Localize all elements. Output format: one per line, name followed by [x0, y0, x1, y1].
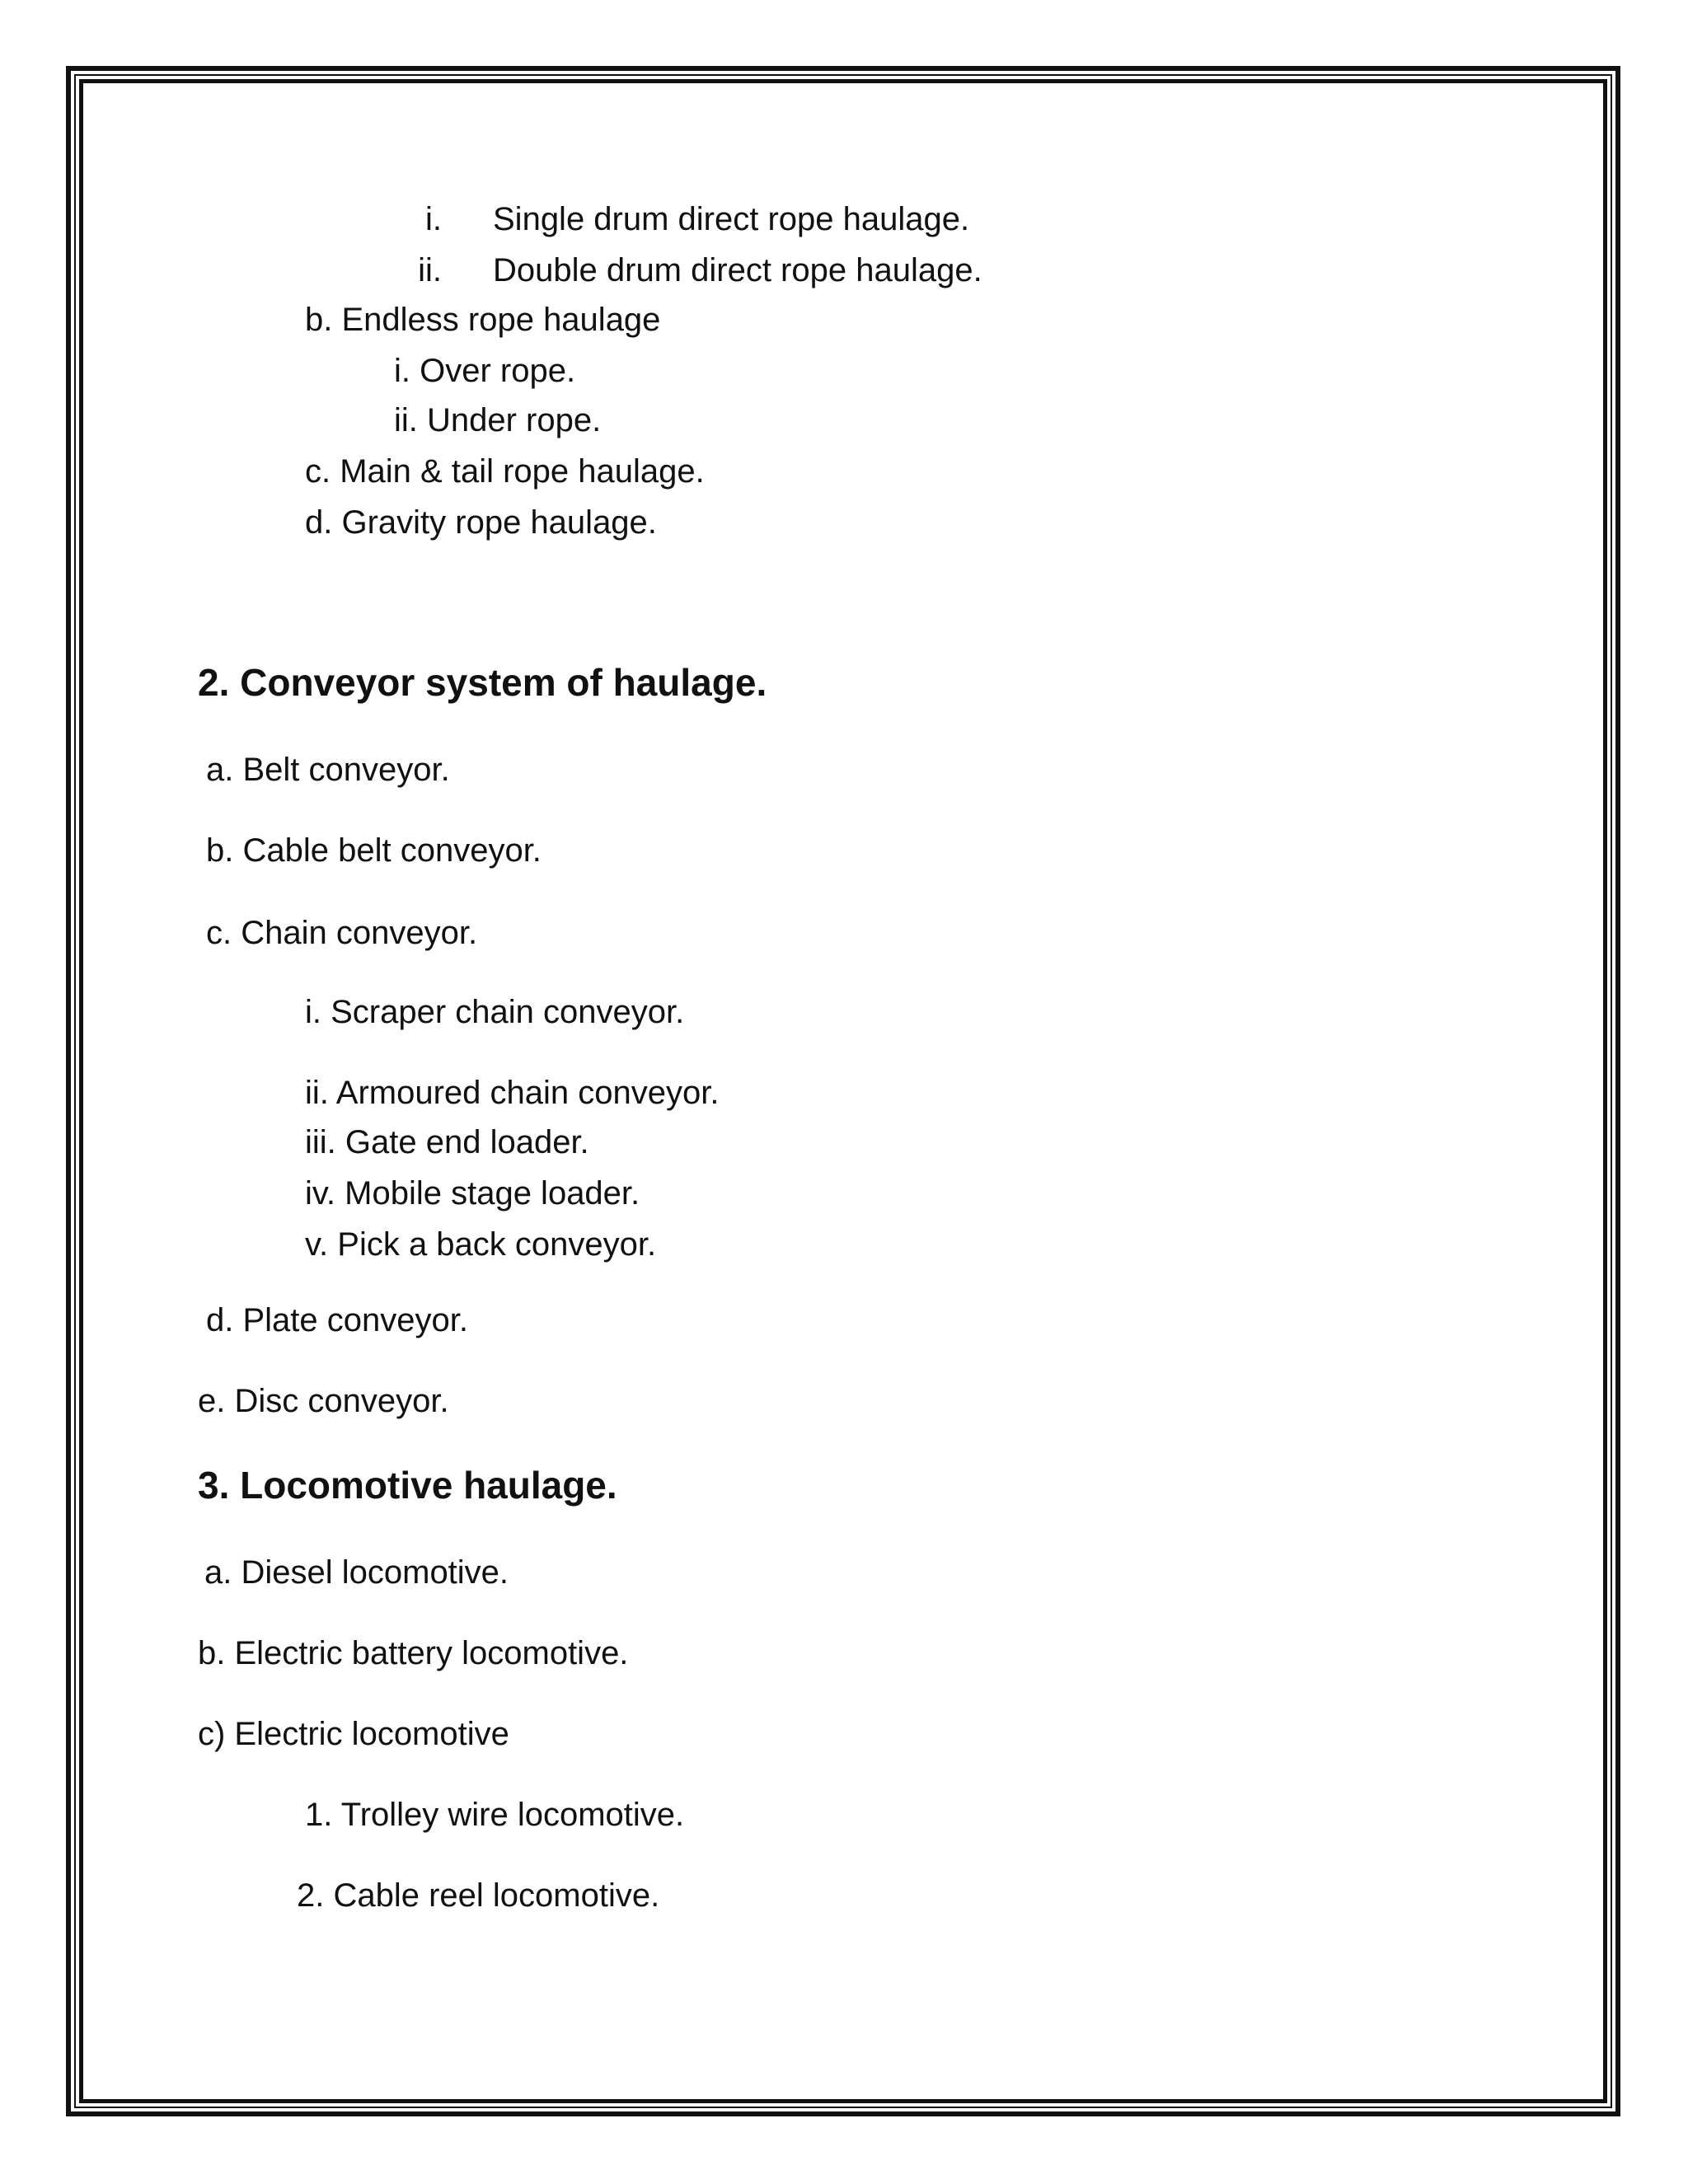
sub-item-gate-end: iii. Gate end loader. — [305, 1124, 589, 1160]
section-heading-locomotive: 3. Locomotive haulage. — [198, 1464, 617, 1507]
sub-item-under-rope: ii. Under rope. — [394, 402, 602, 438]
list-item-plate-conveyor: d. Plate conveyor. — [206, 1302, 468, 1338]
list-item-disc-conveyor: e. Disc conveyor. — [198, 1383, 449, 1419]
list-item-electric: c) Electric locomotive — [198, 1716, 509, 1752]
sub-item-armoured: ii. Armoured chain conveyor. — [305, 1075, 720, 1111]
list-item-cable-belt: b. Cable belt conveyor. — [206, 832, 542, 869]
list-item-belt-conveyor: a. Belt conveyor. — [206, 752, 450, 788]
sub-item-pick-a-back: v. Pick a back conveyor. — [305, 1226, 657, 1263]
sub-item-trolley-wire: 1. Trolley wire locomotive. — [305, 1797, 685, 1833]
list-item-battery: b. Electric battery locomotive. — [198, 1635, 629, 1671]
list-item-main-tail: c. Main & tail rope haulage. — [305, 453, 705, 490]
list-item-diesel: a. Diesel locomotive. — [204, 1554, 509, 1591]
list-number: i. — [425, 201, 442, 237]
list-item-text: Double drum direct rope haulage. — [493, 252, 982, 288]
sub-item-over-rope: i. Over rope. — [394, 353, 576, 389]
list-item-endless-rope: b. Endless rope haulage — [305, 302, 661, 338]
list-item-text: Single drum direct rope haulage. — [493, 201, 970, 237]
sub-item-scraper: i. Scraper chain conveyor. — [305, 994, 685, 1030]
list-number: ii. — [418, 252, 442, 288]
list-item-gravity: d. Gravity rope haulage. — [305, 504, 657, 541]
sub-item-mobile-stage: iv. Mobile stage loader. — [305, 1175, 640, 1212]
sub-item-cable-reel: 2. Cable reel locomotive. — [297, 1877, 660, 1914]
section-heading-conveyor: 2. Conveyor system of haulage. — [198, 661, 767, 704]
list-item-chain-conveyor: c. Chain conveyor. — [206, 915, 478, 951]
